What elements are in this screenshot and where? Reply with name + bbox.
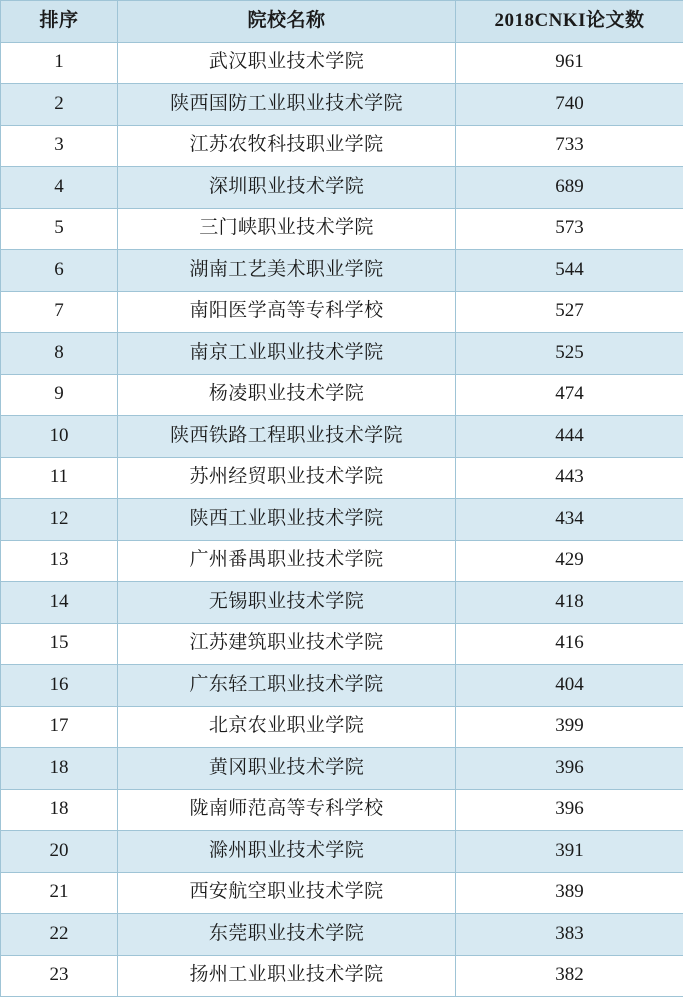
cell-rank: 8 xyxy=(1,333,118,375)
table-row xyxy=(1,250,683,292)
cell-rank: 7 xyxy=(1,291,118,333)
cell-paper-count: 389 xyxy=(456,872,683,914)
cell-rank: 17 xyxy=(1,706,118,748)
cell-school-name: 西安航空职业技术学院 xyxy=(118,872,456,914)
cell-paper-count: 740 xyxy=(456,84,683,126)
cell-paper-count: 383 xyxy=(456,914,683,956)
cell-school-name: 湖南工艺美术职业学院 xyxy=(118,250,456,292)
table-row xyxy=(1,42,683,84)
cell-rank: 10 xyxy=(1,416,118,458)
cell-rank: 14 xyxy=(1,582,118,624)
cell-rank: 6 xyxy=(1,250,118,292)
cell-paper-count: 429 xyxy=(456,540,683,582)
cell-school-name: 广东轻工职业技术学院 xyxy=(118,665,456,707)
cell-rank: 22 xyxy=(1,914,118,956)
cell-rank: 11 xyxy=(1,457,118,499)
cell-school-name: 扬州工业职业技术学院 xyxy=(118,955,456,997)
cell-school-name: 深圳职业技术学院 xyxy=(118,167,456,209)
cell-rank: 16 xyxy=(1,665,118,707)
cell-rank: 13 xyxy=(1,540,118,582)
table-body xyxy=(1,42,683,997)
cell-paper-count: 391 xyxy=(456,831,683,873)
cell-school-name: 黄冈职业技术学院 xyxy=(118,748,456,790)
cell-rank: 2 xyxy=(1,84,118,126)
cell-school-name: 陕西国防工业职业技术学院 xyxy=(118,84,456,126)
cell-paper-count: 434 xyxy=(456,499,683,541)
table-row xyxy=(1,789,683,831)
cell-school-name: 陕西铁路工程职业技术学院 xyxy=(118,416,456,458)
column-header-count: 2018CNKI论文数 xyxy=(456,1,683,43)
table-row xyxy=(1,706,683,748)
cell-rank: 23 xyxy=(1,955,118,997)
table-row xyxy=(1,125,683,167)
cell-paper-count: 733 xyxy=(456,125,683,167)
cell-paper-count: 399 xyxy=(456,706,683,748)
cell-school-name: 江苏农牧科技职业学院 xyxy=(118,125,456,167)
column-header-name: 院校名称 xyxy=(118,1,456,43)
cell-school-name: 陕西工业职业技术学院 xyxy=(118,499,456,541)
table-header-row xyxy=(1,1,683,43)
cell-school-name: 三门峡职业技术学院 xyxy=(118,208,456,250)
table-row xyxy=(1,208,683,250)
cell-rank: 21 xyxy=(1,872,118,914)
cell-paper-count: 404 xyxy=(456,665,683,707)
cell-rank: 9 xyxy=(1,374,118,416)
table-row xyxy=(1,457,683,499)
cell-rank: 18 xyxy=(1,748,118,790)
cell-paper-count: 416 xyxy=(456,623,683,665)
cell-paper-count: 474 xyxy=(456,374,683,416)
cell-paper-count: 525 xyxy=(456,333,683,375)
cell-paper-count: 396 xyxy=(456,748,683,790)
table-row xyxy=(1,748,683,790)
table-row xyxy=(1,623,683,665)
cell-paper-count: 396 xyxy=(456,789,683,831)
cell-rank: 4 xyxy=(1,167,118,209)
cell-paper-count: 689 xyxy=(456,167,683,209)
cell-paper-count: 443 xyxy=(456,457,683,499)
cell-school-name: 陇南师范高等专科学校 xyxy=(118,789,456,831)
cell-rank: 20 xyxy=(1,831,118,873)
cell-school-name: 南阳医学高等专科学校 xyxy=(118,291,456,333)
cell-school-name: 滁州职业技术学院 xyxy=(118,831,456,873)
cell-paper-count: 961 xyxy=(456,42,683,84)
cell-school-name: 无锡职业技术学院 xyxy=(118,582,456,624)
table-row xyxy=(1,167,683,209)
table-row xyxy=(1,665,683,707)
cell-school-name: 江苏建筑职业技术学院 xyxy=(118,623,456,665)
table-header xyxy=(1,1,683,43)
cell-paper-count: 444 xyxy=(456,416,683,458)
table-row xyxy=(1,291,683,333)
table-row xyxy=(1,499,683,541)
table-row xyxy=(1,914,683,956)
cell-paper-count: 418 xyxy=(456,582,683,624)
cell-school-name: 北京农业职业学院 xyxy=(118,706,456,748)
cell-school-name: 南京工业职业技术学院 xyxy=(118,333,456,375)
table-row xyxy=(1,582,683,624)
table-row xyxy=(1,374,683,416)
cell-school-name: 武汉职业技术学院 xyxy=(118,42,456,84)
table-row xyxy=(1,84,683,126)
cell-rank: 15 xyxy=(1,623,118,665)
cell-paper-count: 527 xyxy=(456,291,683,333)
table-row xyxy=(1,416,683,458)
table-row xyxy=(1,831,683,873)
cell-school-name: 东莞职业技术学院 xyxy=(118,914,456,956)
table-row xyxy=(1,333,683,375)
cell-rank: 3 xyxy=(1,125,118,167)
table-row xyxy=(1,872,683,914)
cell-paper-count: 573 xyxy=(456,208,683,250)
cell-paper-count: 544 xyxy=(456,250,683,292)
cell-rank: 5 xyxy=(1,208,118,250)
cell-school-name: 杨凌职业技术学院 xyxy=(118,374,456,416)
cell-school-name: 苏州经贸职业技术学院 xyxy=(118,457,456,499)
cell-paper-count: 382 xyxy=(456,955,683,997)
cell-school-name: 广州番禺职业技术学院 xyxy=(118,540,456,582)
table-row xyxy=(1,540,683,582)
column-header-rank: 排序 xyxy=(1,1,118,43)
cell-rank: 12 xyxy=(1,499,118,541)
cell-rank: 18 xyxy=(1,789,118,831)
cell-rank: 1 xyxy=(1,42,118,84)
